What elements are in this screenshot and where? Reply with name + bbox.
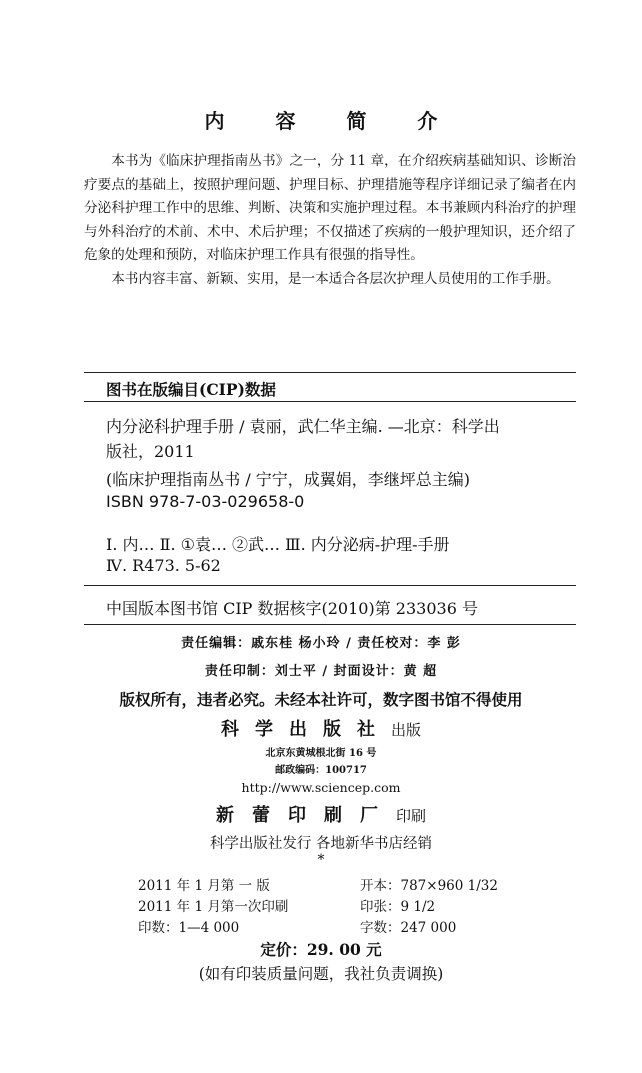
print-date: 2011 年 1 月第一次印刷 [138, 899, 289, 915]
intro-paragraph-1: 本书为《临床护理指南丛书》之一，分 11 章，在介绍疾病基础知识、诊断治疗要点的基础上，按照护理问题、护理目标、护理措施等程序详细记录了编者在内分泌科护理工作中的思维、判断、决策和实施护理过程。本书兼顾内科治疗的护理与外科治疗的术前、术中、术后护理；不仅描述了疾病的一般护理知识，还介绍了危象的处理和预防，对临床护理工作具有很强的指导性。 [84, 153, 576, 263]
divider-cip [84, 401, 576, 402]
publisher-address: 北京东黄城根北街 16 号 [265, 748, 377, 759]
price: 定价：29. 00 元 [260, 940, 382, 959]
format-size: 开本：787×960 1/32 [360, 878, 498, 894]
publisher-url: http://www.sciencep.com [241, 780, 401, 795]
word-count: 字数：247 000 [360, 920, 457, 936]
intro-paragraph-2: 本书内容丰富、新颖、实用，是一本适合各层次护理人员使用的工作手册。 [111, 270, 560, 287]
cip-line-1: 内分泌科护理手册 / 袁丽，武仁华主编. —北京：科学出 [106, 417, 500, 436]
cip-line-2: 版社，2011 [106, 442, 195, 461]
copyright-notice: 版权所有，违者必究。未经本社许可，数字图书馆不得使用 [119, 690, 523, 709]
cip-class-2: Ⅳ. R473. 5-62 [106, 556, 221, 575]
cip-record: 中国版本图书馆 CIP 数据核字(2010)第 233036 号 [106, 599, 478, 618]
publisher-postcode: 邮政编码：100717 [275, 765, 367, 776]
intro-text [84, 150, 576, 291]
staff-line-2: 责任印制：刘士平 / 封面设计：黄 超 [204, 664, 438, 679]
staff-line-1: 责任编辑：戚东桂 杨小玲 / 责任校对：李 彭 [181, 636, 461, 651]
quality-note: (如有印装质量问题，我社负责调换) [198, 965, 444, 983]
publisher-line [0, 715, 642, 741]
cip-line-3: (临床护理指南丛书 / 宁宁，成翼娟，李继坪总主编) [106, 470, 471, 489]
print-sheets: 印张：9 1/2 [360, 899, 436, 915]
printer-name: 新蕾印刷厂 [215, 805, 396, 826]
distribution-line: 科学出版社发行 各地新华书店经销 [209, 836, 433, 852]
separator-star: * [317, 852, 325, 868]
printer-line [0, 801, 642, 827]
divider-record-bottom [84, 624, 576, 625]
edition-date: 2011 年 1 月第 一 版 [138, 878, 270, 894]
publisher-suffix: 出版 [390, 721, 421, 739]
divider-record-top [84, 585, 576, 586]
page-title: 内 容 简 介 [204, 109, 460, 133]
print-run: 印数：1—4 000 [138, 920, 240, 936]
divider-top [84, 372, 576, 373]
cip-heading: 图书在版编目(CIP)数据 [106, 380, 276, 399]
printer-suffix: 印刷 [395, 807, 426, 825]
cip-class-1: Ⅰ. 内… Ⅱ. ①袁… ②武… Ⅲ. 内分泌病-护理-手册 [106, 535, 450, 554]
cip-isbn: ISBN 978-7-03-029658-0 [106, 492, 305, 511]
publisher-name: 科学出版社 [220, 719, 391, 740]
